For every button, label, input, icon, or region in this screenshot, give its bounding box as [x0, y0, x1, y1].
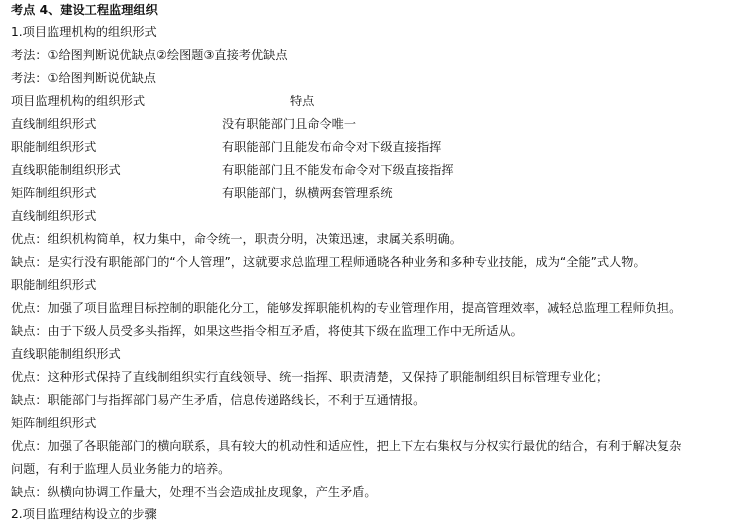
table-cell-form: 直线职能制组织形式: [11, 163, 121, 177]
detail-heading: 直线职能制组织形式: [11, 347, 121, 361]
detail-heading: 矩阵制组织形式: [11, 416, 97, 430]
detail-heading: 直线制组织形式: [11, 209, 97, 223]
detail-cons: 缺点：纵横向协调工作量大，处理不当会造成扯皮现象，产生矛盾。: [11, 485, 377, 499]
table-cell-form: 矩阵制组织形式: [11, 186, 97, 200]
detail-cons: 缺点：由于下级人员受多头指挥，如果这些指令相互矛盾，将使其下级在监理工作中无所适从。: [11, 324, 523, 338]
table-cell-form: 直线制组织形式: [11, 117, 97, 131]
detail-pros: 优点：这种形式保持了直线制组织实行直线领导、统一指挥、职责清楚，又保持了职能制组织目标管理专业化；: [11, 370, 609, 384]
table-header-form: 项目监理机构的组织形式: [11, 94, 146, 108]
exam-method-full: 考法：①给图判断说优缺点②绘图题③直接考优缺点: [11, 48, 288, 62]
table-cell-feature: 有职能部门，纵横两套管理系统: [222, 186, 393, 200]
table-header-row: [11, 93, 711, 109]
detail-pros: 优点：组织机构简单，权力集中，命令统一，职责分明，决策迅速，隶属关系明确。: [11, 232, 462, 246]
table-row: [11, 139, 711, 155]
detail-pros: 优点：加强了项目监理目标控制的职能化分工，能够发挥职能机构的专业管理作用，提高管理效率，减轻总监理工程师负担。: [11, 301, 682, 315]
detail-cons: 缺点：是实行没有职能部门的“个人管理”，这就要求总监理工程师通晓各种业务和多种专业技能，成为“全能”式人物。: [11, 255, 646, 269]
table-cell-form: 职能制组织形式: [11, 140, 97, 154]
table-row: [11, 116, 711, 132]
table-header-feature: 特点: [290, 94, 315, 108]
table-row: [11, 185, 711, 201]
detail-cons: 缺点：职能部门与指挥部门易产生矛盾，信息传递路线长，不利于互通情报。: [11, 393, 426, 407]
detail-pros-continued: 问题，有利于监理人员业务能力的培养。: [11, 462, 231, 476]
table-row: [11, 162, 711, 178]
detail-pros: 优点：加强了各职能部门的横向联系，具有较大的机动性和适应性，把上下左右集权与分权实行最优的结合，有利于解决复杂: [11, 439, 682, 453]
section2-heading: 2.项目监理结构设立的步骤: [11, 507, 157, 521]
exam-method-short: 考法：①给图判断说优缺点: [11, 71, 156, 85]
table-cell-feature: 没有职能部门且命令唯一: [222, 117, 357, 131]
table-cell-feature: 有职能部门且能发布命令对下级直接指挥: [222, 140, 442, 154]
topic-title: 考点 4、建设工程监理组织: [11, 3, 158, 17]
section1-heading: 1.项目监理机构的组织形式: [11, 25, 157, 39]
detail-heading: 职能制组织形式: [11, 278, 97, 292]
table-cell-feature: 有职能部门且不能发布命令对下级直接指挥: [222, 163, 454, 177]
